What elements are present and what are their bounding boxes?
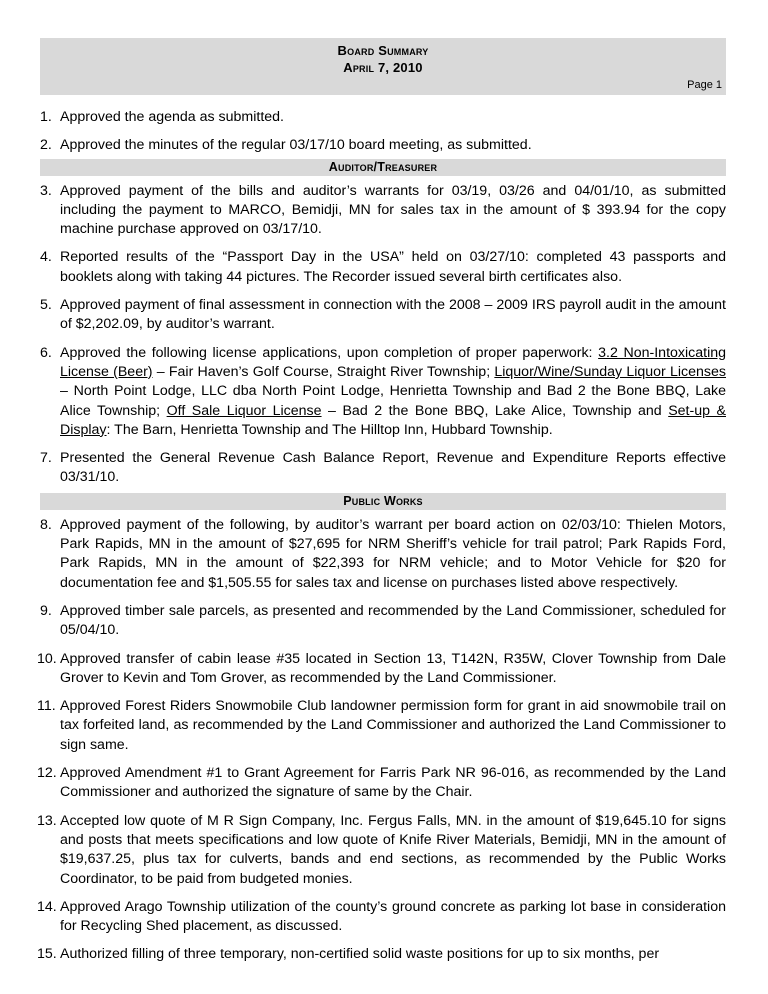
list-item [40,248,726,287]
list-item [40,108,726,127]
license-type-setup: Set-up & Display [60,402,726,438]
section-heading-public-works: Public Works [40,493,726,510]
license-type-off-sale: Off Sale Liquor License [166,402,322,419]
item-number: 8. [40,516,52,533]
item-text: Approved the following license applications, upon completion of proper paperwork: [60,344,599,361]
item-number: 7. [40,450,52,467]
list-item-licenses [40,344,726,440]
page-number: Page 1 [687,79,722,91]
item-text: Approved Amendment #1 to Grant Agreement for Farris Park NR 96-016, as recommended by the Land Commissioner and authorized the signature of same by the Chair. [60,765,726,801]
list-item [37,812,726,889]
item-text: Approved Arago Township utilization of the county’s ground concrete as parking lot base in consideration for Recycling Shed placement, as discussed. [60,898,726,935]
item-text: – Bad 2 the Bone BBQ, Lake Alice, Township and [321,402,669,419]
item-number: 4. [40,249,52,266]
list-item [40,182,726,240]
list-item [40,296,726,335]
item-number: 15. [37,946,57,963]
item-text: Approved timber sale parcels, as presented and recommended by the Land Commissioner, scheduled for 05/04/10. [60,602,726,639]
item-number: 10. [37,650,57,667]
item-number: 3. [40,182,52,199]
item-number: 6. [40,344,52,361]
item-text: Approved the agenda as submitted. [60,109,285,125]
item-number: 5. [40,297,52,314]
header-title [40,42,726,76]
item-number: 11. [37,698,56,715]
item-text: Approved payment of the following, by auditor’s warrant per board action on 02/03/10: Thielen Motors, Park Rapids, MN in the amount of $27,695 for NRM Sheriff’s vehicle for trail patrol; Park Rapids Ford, Park Rapids, MN in the amount of $22,393 for NRM vehicle; and to Motor Vehicle for $20 for documentation fee and $1,505.55 for sales tax and license on purchases listed above respectively. [60,516,726,591]
license-type-liquor: Liquor/Wine/Sunday Liquor Licenses [494,363,726,380]
item-text: Approved payment of the bills and auditor’s warrants for 03/19, 03/26 and 04/01/10, as submitted including the payment to MARCO, Bemidji, MN for sales tax in the amount of $ 393.94 for the copy machine purchase approved on 03/17/10. [60,182,726,238]
item-number: 14. [37,898,57,915]
item-number: 12. [37,765,57,782]
item-text: Presented the General Revenue Cash Balance Report, Revenue and Expenditure Reports effective 03/31/10. [60,450,726,486]
list-item [40,602,726,641]
list-item [37,945,726,964]
header-title-line1: Board Summary [337,43,429,58]
list-item [37,697,726,755]
header-title-line2: April 7, 2010 [343,60,423,75]
item-text: Accepted low quote of M R Sign Company, Inc. Fergus Falls, MN. in the amount of $19,645.10 for signs and posts that meets specifications and low quote of Knife River Materials, Bemidji, MN in the amount of $19,637.25, plus tax for culverts, bands and end sections, as recommended by the Public Works Coordinator, to be paid from budgeted monies. [60,812,726,887]
list-item [40,516,726,593]
item-number: 2. [40,137,52,154]
item-text: Authorized filling of three temporary, non-certified solid waste positions for up to six months, per [60,946,660,963]
list-item [37,898,726,937]
item-text: – North Point Lodge, LLC dba North Point Lodge, Henrietta Township and Bad 2 the Bone BBQ, Lake Alice Township; [60,383,726,419]
list-item [37,764,726,803]
list-item [37,650,726,689]
document-header [40,38,726,95]
item-text: – Fair Haven’s Golf Course, Straight River Township; [152,363,495,380]
list-item [40,449,726,488]
item-number: 9. [40,602,52,619]
list-item [40,136,726,155]
item-number: 1. [40,109,52,125]
license-type-beer: 3.2 Non-Intoxicating License (Beer) [60,344,727,380]
document-page [37,38,727,965]
item-text: Approved the minutes of the regular 03/17/10 board meeting, as submitted. [60,137,532,154]
item-text: Approved Forest Riders Snowmobile Club landowner permission form for grant in aid snowmobile trail on tax forfeited land, as recommended by the Land Commissioner and authorized the Land Commissioner to sign same. [60,698,726,753]
item-text: Reported results of the “Passport Day in the USA” held on 03/27/10: completed 43 passports and booklets along with taking 44 pictures. The Recorder issued several birth certificates also. [60,249,726,285]
item-text: : The Barn, Henrietta Township and The Hilltop Inn, Hubbard Township. [106,421,553,438]
section-heading-auditor: Auditor/Treasurer [40,159,726,176]
item-number: 13. [37,812,57,829]
item-text: Approved transfer of cabin lease #35 located in Section 13, T142N, R35W, Clover Township from Dale Grover to Kevin and Tom Grover, as recommended by the Land Commissioner. [60,650,726,686]
item-text: Approved payment of final assessment in connection with the 2008 – 2009 IRS payroll audit in the amount of $2,202.09, by auditor’s warrant. [60,297,726,333]
